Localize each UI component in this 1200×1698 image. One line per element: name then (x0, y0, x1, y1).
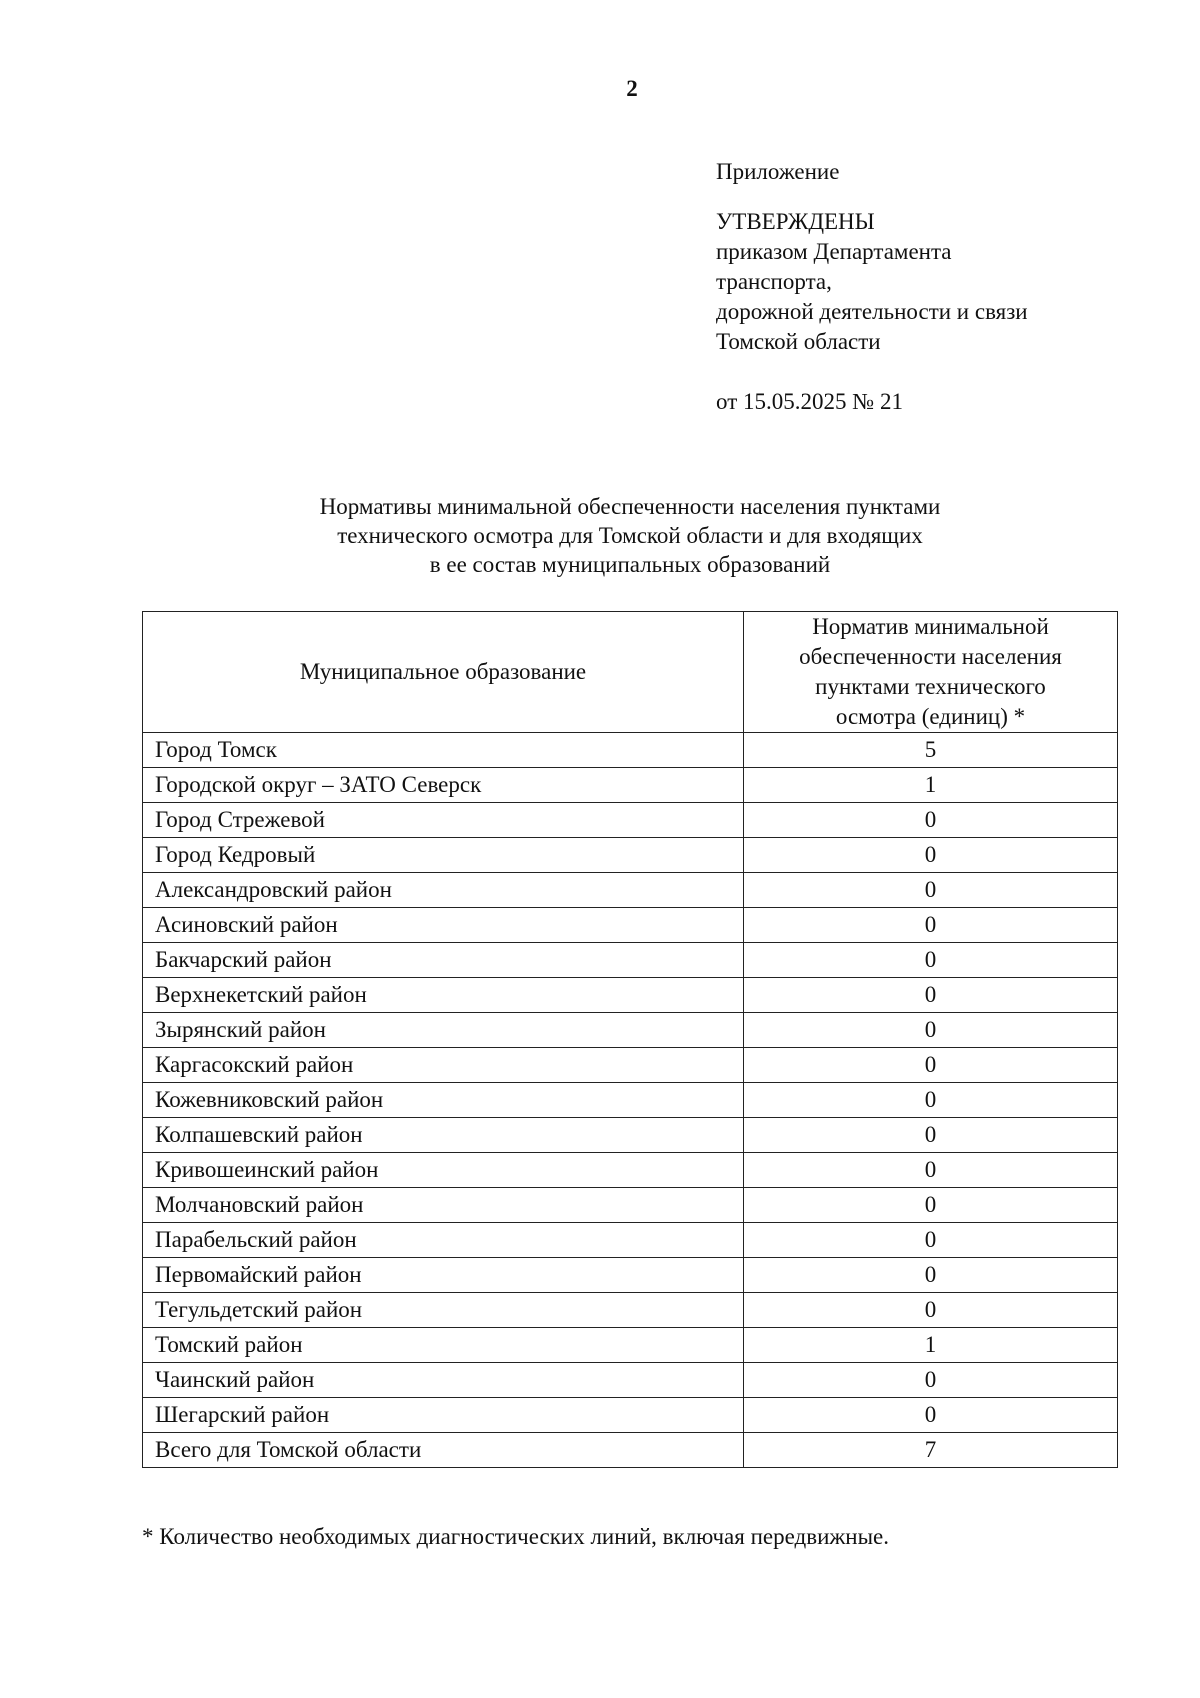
municipality-cell: Бакчарский район (143, 943, 744, 978)
municipality-cell: Тегульдетский район (143, 1293, 744, 1328)
municipality-cell: Всего для Томской области (143, 1433, 744, 1468)
table-row (143, 803, 1118, 838)
municipality-cell: Чаинский район (143, 1363, 744, 1398)
municipality-cell: Шегарский район (143, 1398, 744, 1433)
municipality-cell: Колпашевский район (143, 1118, 744, 1153)
norm-value-cell: 7 (744, 1433, 1118, 1468)
norm-value-cell: 0 (744, 1083, 1118, 1118)
approved-heading: УТВЕРЖДЕНЫ (716, 209, 875, 234)
order-date: от 15.05.2025 № 21 (716, 389, 903, 414)
approval-line: дорожной деятельности и связи (716, 299, 1028, 324)
municipality-cell: Зырянский район (143, 1013, 744, 1048)
norm-value-cell: 0 (744, 1398, 1118, 1433)
table-row (143, 1293, 1118, 1328)
table-row (143, 1223, 1118, 1258)
norm-value-cell: 0 (744, 1013, 1118, 1048)
municipality-cell: Город Стрежевой (143, 803, 744, 838)
municipality-cell: Каргасокский район (143, 1048, 744, 1083)
norm-value-cell: 0 (744, 1153, 1118, 1188)
municipality-cell: Верхнекетский район (143, 978, 744, 1013)
norm-value-cell: 0 (744, 838, 1118, 873)
municipality-cell: Кожевниковский район (143, 1083, 744, 1118)
approval-line: транспорта, (716, 269, 832, 294)
header-municipality: Муниципальное образование (143, 612, 744, 733)
norm-value-cell: 0 (744, 873, 1118, 908)
table-row (143, 978, 1118, 1013)
table-row (143, 1083, 1118, 1118)
norm-value-cell: 0 (744, 1258, 1118, 1293)
table-header-row (143, 612, 1118, 733)
norm-value-cell: 0 (744, 1293, 1118, 1328)
table-row (143, 1433, 1118, 1468)
norm-value-cell: 0 (744, 803, 1118, 838)
approval-line: Томской области (716, 329, 881, 354)
norm-value-cell: 0 (744, 943, 1118, 978)
norm-value-cell: 0 (744, 1118, 1118, 1153)
table-row (143, 1153, 1118, 1188)
table-row (143, 1188, 1118, 1223)
table-body (143, 733, 1118, 1468)
table-row (143, 943, 1118, 978)
municipality-cell: Парабельский район (143, 1223, 744, 1258)
municipality-cell: Кривошеинский район (143, 1153, 744, 1188)
norm-value-cell: 0 (744, 1188, 1118, 1223)
header-norm-line: Норматив минимальной (812, 614, 1049, 639)
table-row (143, 768, 1118, 803)
footnote: * Количество необходимых диагностических линий, включая передвижные. (142, 1524, 889, 1549)
norm-value-cell: 0 (744, 978, 1118, 1013)
table-row (143, 873, 1118, 908)
header-norm-line: осмотра (единиц) * (835, 704, 1026, 729)
norm-value-cell: 0 (744, 1048, 1118, 1083)
norms-table (142, 611, 1118, 1468)
municipality-cell: Александровский район (143, 873, 744, 908)
table-row (143, 733, 1118, 768)
municipality-cell: Молчановский район (143, 1188, 744, 1223)
header-norm-line: пунктами технического (815, 674, 1046, 699)
title-line: Нормативы минимальной обеспеченности населения пунктами (319, 494, 941, 519)
norm-value-cell: 1 (744, 1328, 1118, 1363)
table-row (143, 1328, 1118, 1363)
approval-block (716, 157, 1028, 417)
municipality-cell: Город Кедровый (143, 838, 744, 873)
table-row (143, 1258, 1118, 1293)
table-row (143, 1363, 1118, 1398)
norm-value-cell: 0 (744, 908, 1118, 943)
norm-value-cell: 0 (744, 1223, 1118, 1258)
municipality-cell: Первомайский район (143, 1258, 744, 1293)
norm-value-cell: 0 (744, 1363, 1118, 1398)
header-norm-line: обеспеченности населения (799, 644, 1062, 669)
table-row (143, 1048, 1118, 1083)
municipality-cell: Томский район (143, 1328, 744, 1363)
approval-line: приказом Департамента (716, 239, 952, 264)
page-number: 2 (626, 76, 638, 101)
table-row (143, 1398, 1118, 1433)
annex-label: Приложение (716, 159, 840, 184)
title-line: технического осмотра для Томской области и для входящих (337, 523, 923, 548)
municipality-cell: Асиновский район (143, 908, 744, 943)
title-line: в ее состав муниципальных образований (429, 552, 831, 577)
norm-value-cell: 1 (744, 768, 1118, 803)
table-row (143, 908, 1118, 943)
document-title (142, 492, 1118, 579)
table-row (143, 1013, 1118, 1048)
municipality-cell: Город Томск (143, 733, 744, 768)
header-norm (744, 612, 1118, 733)
norm-value-cell: 5 (744, 733, 1118, 768)
table-row (143, 1118, 1118, 1153)
table-row (143, 838, 1118, 873)
municipality-cell: Городской округ – ЗАТО Северск (143, 768, 744, 803)
